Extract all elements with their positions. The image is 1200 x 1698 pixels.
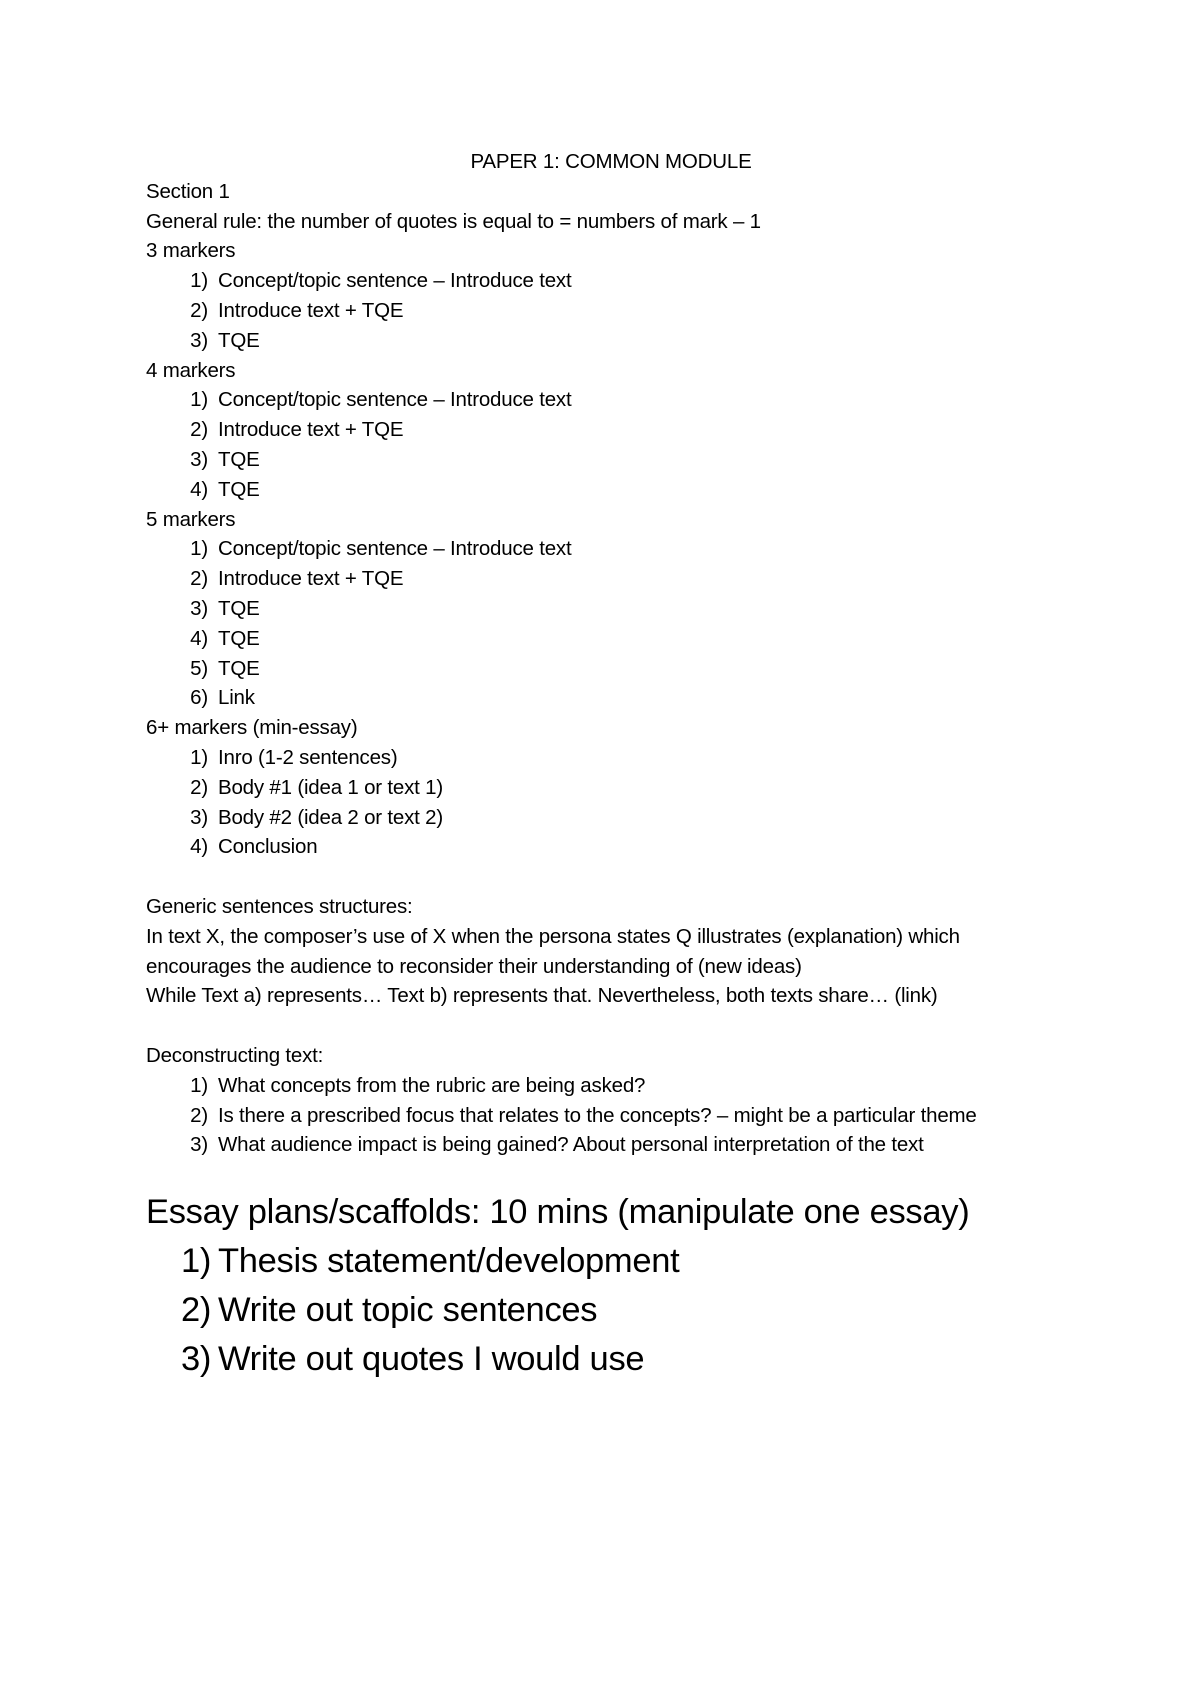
list-item-number: 1) (190, 269, 208, 293)
list-item-text: TQE (218, 626, 260, 650)
generic-line-3: While Text a) represents… Text b) represents that. Nevertheless, both texts share… (link) (146, 984, 938, 1008)
list-item-text: Inro (1-2 sentences) (218, 745, 398, 769)
list-item-text: What audience impact is being gained? About personal interpretation of the text (218, 1133, 924, 1157)
list-item (146, 1071, 1076, 1101)
list-item-number: 3) (190, 596, 208, 620)
list-item (146, 564, 1076, 594)
list-item-number: 3) (190, 1133, 208, 1157)
list-item-text: TQE (218, 596, 260, 620)
deconstructing-heading: Deconstructing text: (146, 1043, 324, 1067)
list-item (146, 1286, 1076, 1335)
list-item-number: 2) (190, 298, 208, 322)
list-item-number: 6) (190, 686, 208, 710)
essay-list (146, 1237, 1076, 1384)
list-item-text: Concept/topic sentence – Introduce text (218, 537, 572, 561)
list-item-text: TQE (218, 477, 260, 501)
list-item (146, 266, 1076, 296)
list-item (146, 773, 1076, 803)
list-item-number: 1) (190, 745, 208, 769)
group-heading: 4 markers (146, 358, 236, 382)
essay-section (146, 1188, 1076, 1384)
list-item-number: 1) (190, 1073, 208, 1097)
list-item (146, 1237, 1076, 1286)
list-item-text: Conclusion (218, 835, 318, 859)
list-item (146, 683, 1076, 713)
list-item-text: TQE (218, 328, 260, 352)
list-item (146, 475, 1076, 505)
blank-line (146, 1011, 1076, 1041)
list-item (146, 624, 1076, 654)
generic-line-2: encourages the audience to reconsider their understanding of (new ideas) (146, 954, 802, 978)
list-item (146, 832, 1076, 862)
list-item (146, 415, 1076, 445)
list-item-text: Body #2 (idea 2 or text 2) (218, 805, 443, 829)
list-item (146, 445, 1076, 475)
deconstructing-list (146, 1071, 1076, 1160)
list-item-text: TQE (218, 656, 260, 680)
list-item-text: What concepts from the rubric are being asked? (218, 1073, 646, 1097)
list-item-text: Concept/topic sentence – Introduce text (218, 388, 572, 412)
list-item (146, 296, 1076, 326)
generic-line-1: In text X, the composer’s use of X when the persona states Q illustrates (explanation) which (146, 924, 960, 948)
list-item-text: Body #1 (idea 1 or text 1) (218, 775, 443, 799)
group-heading: 5 markers (146, 507, 236, 531)
list-item (146, 743, 1076, 773)
list-item (146, 1101, 1076, 1131)
list-item-text: Is there a prescribed focus that relates to the concepts? – might be a particular theme (218, 1103, 977, 1127)
list-item-number: 2) (190, 1103, 208, 1127)
essay-heading: Essay plans/scaffolds: 10 mins (manipulate one essay) (146, 1193, 970, 1232)
list-item-text: Thesis statement/development (218, 1242, 680, 1281)
list-item-number: 4) (190, 477, 208, 501)
list-item-text: Link (218, 686, 255, 710)
list-item-number: 3) (181, 1340, 212, 1379)
list-item-text: Introduce text + TQE (218, 567, 404, 591)
list-item (146, 803, 1076, 833)
general-rule: General rule: the number of quotes is equal to = numbers of mark – 1 (146, 209, 761, 233)
list-item-text: Write out topic sentences (218, 1291, 598, 1330)
list-item-text: Concept/topic sentence – Introduce text (218, 269, 572, 293)
list-item-text: TQE (218, 447, 260, 471)
document-title: PAPER 1: COMMON MODULE (470, 150, 752, 173)
list-item (146, 326, 1076, 356)
list-item-number: 1) (190, 388, 208, 412)
list-item (146, 1335, 1076, 1384)
list-item-number: 1) (181, 1242, 212, 1281)
list-item-text: Introduce text + TQE (218, 298, 404, 322)
list-item-number: 2) (190, 418, 208, 442)
list-item-number: 5) (190, 656, 208, 680)
list-item-number: 3) (190, 805, 208, 829)
list-item-number: 1) (190, 537, 208, 561)
list-item-number: 4) (190, 626, 208, 650)
generic-heading: Generic sentences structures: (146, 894, 413, 918)
list-item (146, 594, 1076, 624)
list-item-number: 2) (190, 567, 208, 591)
group-heading: 3 markers (146, 239, 236, 263)
section-heading: Section 1 (146, 179, 230, 203)
group-heading: 6+ markers (min-essay) (146, 716, 358, 740)
list-item-number: 4) (190, 835, 208, 859)
marker-groups (146, 236, 1076, 862)
list-item (146, 534, 1076, 564)
list-item-text: Introduce text + TQE (218, 418, 404, 442)
list-item (146, 1130, 1076, 1160)
blank-line (146, 862, 1076, 892)
document-body (146, 147, 1076, 1384)
list-item-text: Write out quotes I would use (218, 1340, 645, 1379)
list-item (146, 385, 1076, 415)
list-item (146, 654, 1076, 684)
list-item-number: 2) (181, 1291, 212, 1330)
list-item-number: 3) (190, 328, 208, 352)
list-item-number: 3) (190, 447, 208, 471)
list-item-number: 2) (190, 775, 208, 799)
